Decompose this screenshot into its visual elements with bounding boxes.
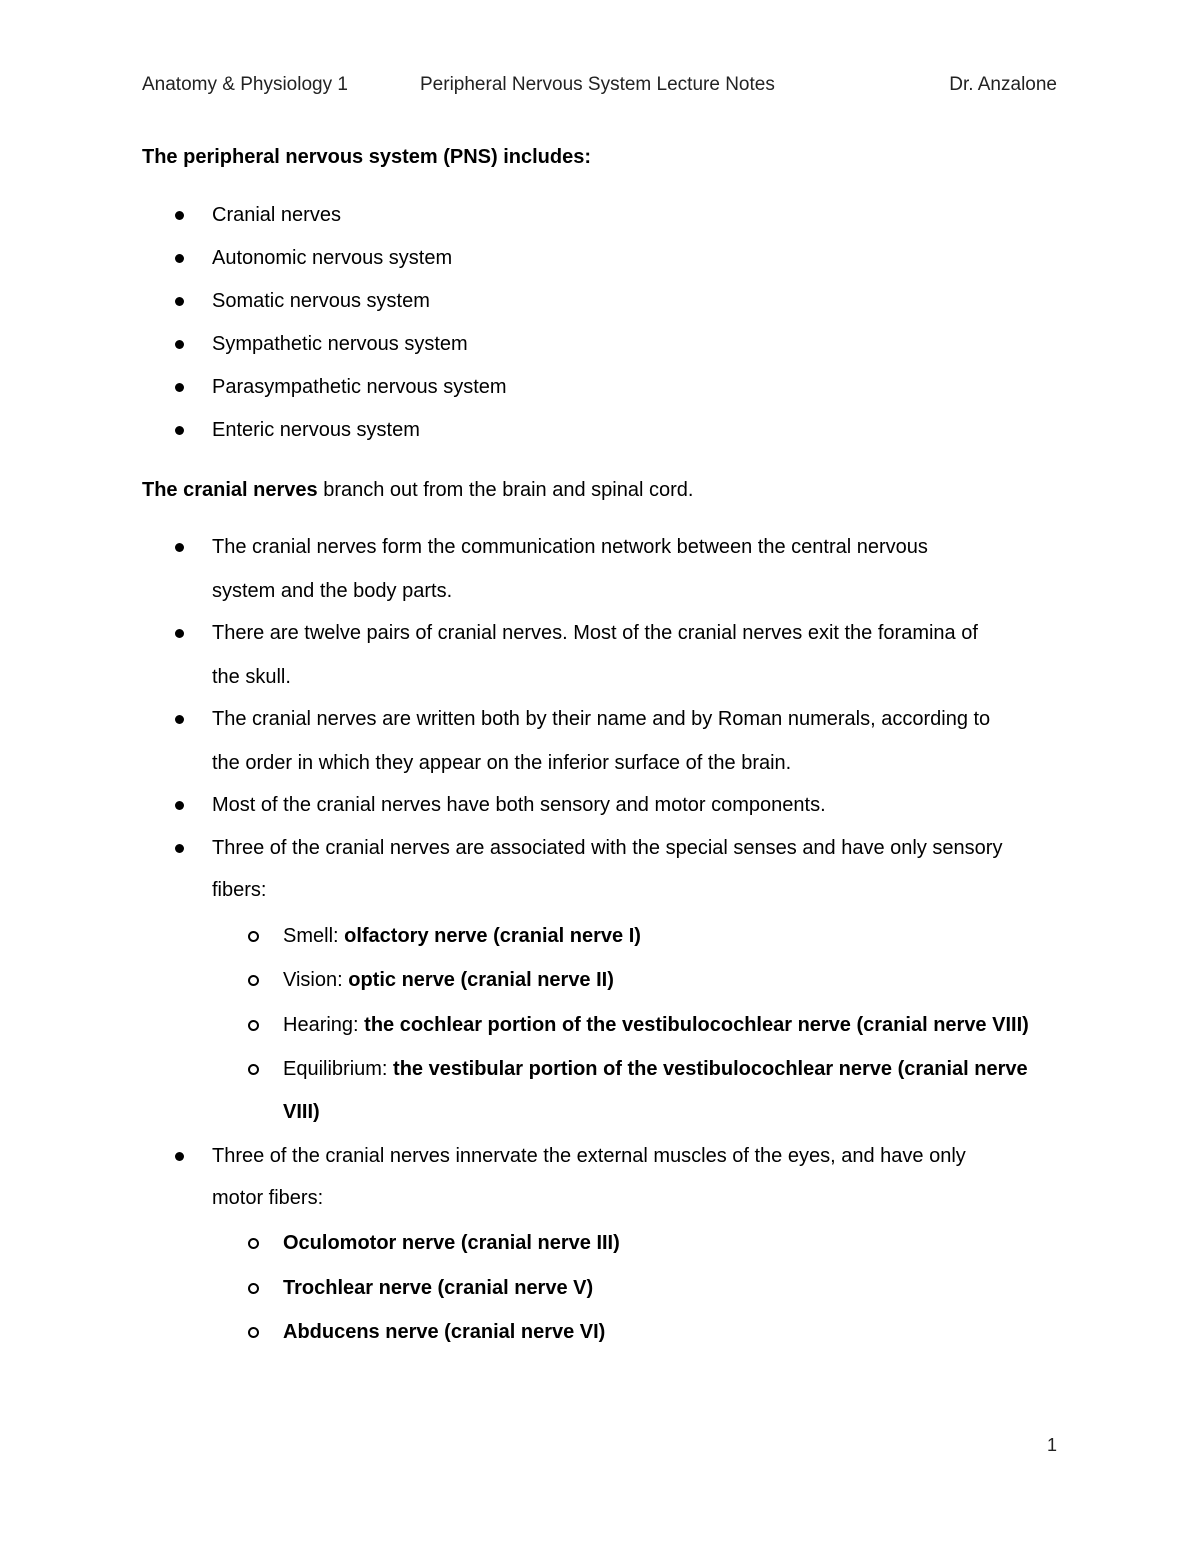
bullet-icon xyxy=(175,340,184,349)
section-heading-pns: The peripheral nervous system (PNS) includes: xyxy=(142,146,592,168)
circle-bullet-icon xyxy=(248,1283,259,1294)
list-item: Three of the cranial nerves innervate the external muscles of the eyes, and have only motor fibers: xyxy=(142,1145,966,1210)
bullet-icon xyxy=(175,211,184,220)
sub-list-item: Abducens nerve (cranial nerve VI) xyxy=(142,1321,605,1344)
header-course: Anatomy & Physiology 1 xyxy=(142,74,348,95)
list-item: Somatic nervous system xyxy=(142,290,430,313)
list-item: There are twelve pairs of cranial nerves. Most of the cranial nerves exit the foramina of the skull. xyxy=(142,622,978,689)
sub-list-item: Vision: optic nerve (cranial nerve II) xyxy=(142,969,614,992)
section-heading-cranial: The cranial nerves branch out from the brain and spinal cord. xyxy=(142,479,694,501)
circle-bullet-icon xyxy=(248,931,259,942)
sub-list-item: Oculomotor nerve (cranial nerve III) xyxy=(142,1232,620,1255)
header-title: Peripheral Nervous System Lecture Notes xyxy=(420,74,775,95)
bullet-icon xyxy=(175,297,184,306)
list-item: The cranial nerves form the communication network between the central nervous system and the body parts. xyxy=(142,536,928,603)
circle-bullet-icon xyxy=(248,1238,259,1249)
sub-list-item: Smell: olfactory nerve (cranial nerve I) xyxy=(142,925,641,948)
bullet-icon xyxy=(175,383,184,392)
circle-bullet-icon xyxy=(248,1064,259,1075)
sub-list-item: Hearing: the cochlear portion of the vestibulocochlear nerve (cranial nerve VIII) xyxy=(142,1014,1029,1037)
list-item: Sympathetic nervous system xyxy=(142,333,468,356)
list-item: Cranial nerves xyxy=(142,204,341,227)
sub-list-item: Trochlear nerve (cranial nerve V) xyxy=(142,1277,593,1300)
bullet-icon xyxy=(175,1152,184,1161)
circle-bullet-icon xyxy=(248,975,259,986)
bullet-icon xyxy=(175,629,184,638)
page-number: 1 xyxy=(1046,1435,1057,1455)
circle-bullet-icon xyxy=(248,1020,259,1031)
circle-bullet-icon xyxy=(248,1327,259,1338)
bullet-icon xyxy=(175,715,184,724)
sub-list-item: Equilibrium: the vestibular portion of the vestibulocochlear nerve (cranial nerve VIII) xyxy=(142,1058,1028,1124)
bullet-icon xyxy=(175,801,184,810)
list-item: Enteric nervous system xyxy=(142,419,420,442)
bullet-icon xyxy=(175,543,184,552)
header-author: Dr. Anzalone xyxy=(949,74,1057,95)
list-item: Three of the cranial nerves are associated with the special senses and have only sensory fibers: xyxy=(142,837,1002,902)
bullet-icon xyxy=(175,254,184,263)
list-item: Autonomic nervous system xyxy=(142,247,452,270)
list-item: The cranial nerves are written both by their name and by Roman numerals, according to the order in which they appear on the inferior surface of the brain. xyxy=(142,708,990,775)
bullet-icon xyxy=(175,844,184,853)
bullet-icon xyxy=(175,426,184,435)
list-item: Most of the cranial nerves have both sensory and motor components. xyxy=(142,794,826,817)
list-item: Parasympathetic nervous system xyxy=(142,376,507,399)
